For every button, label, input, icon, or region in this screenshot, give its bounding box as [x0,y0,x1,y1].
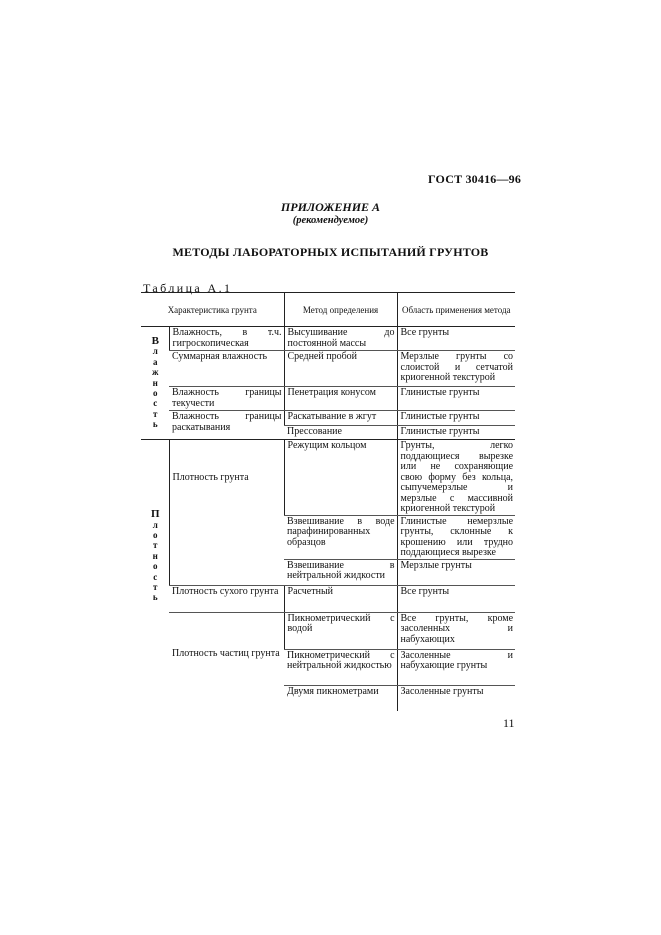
cell-method: Режущим кольцом [284,440,397,516]
cell-area: Грунты, легко поддающиеся вырезке или не сохраняющие свою форму без кольца, сыпучемерзлые и мерзлые с массивной криогенной текстурой [397,440,515,516]
vertical-letter: ь [152,419,158,430]
cell-area: Мерзлые грунты [397,559,515,585]
vertical-letter: о [153,561,158,572]
table-row [141,585,515,612]
vertical-letter: л [152,519,158,530]
table-row [141,612,515,649]
vertical-letter: В [151,335,159,347]
vertical-letter: л [152,346,158,357]
cell-area: Глинистые грунты [397,426,515,440]
cell-method: Высушивание до постоянной массы [284,327,397,351]
vertical-letter: с [153,571,158,582]
table-row [141,387,515,411]
cell-area: Засоленные грунты [397,685,515,711]
table-row [141,327,515,351]
cell-area: Засоленные и набухающие грунты [397,649,515,685]
table-row [141,411,515,426]
vertical-letter: ж [151,367,159,378]
cell-method: Прессование [284,426,397,440]
vertical-letter: н [152,377,158,388]
vertical-letter: т [153,408,158,419]
cell-characteristic: Плотность частиц грунта [172,647,280,659]
methods-table [141,292,515,711]
appendix-heading [0,200,661,226]
group-label-moisture [141,327,169,440]
cell-characteristic-text: Плотность грунта [172,471,249,483]
vertical-letter: о [153,529,158,540]
cell-area: Мерзлые грунты со слоистой и сетчатой криогенной текстурой [397,351,515,387]
header-area: Область применения метода [397,293,515,327]
vertical-letter: а [153,356,158,367]
appendix-title: ПРИЛОЖЕНИЕ А [280,200,381,214]
cell-characteristic: Влажность границы раскатывания [169,411,284,440]
appendix-note: (рекомендуемое) [292,215,369,226]
cell-area: Все грунты [397,327,515,351]
vertical-letter: с [153,398,158,409]
table-header-row [141,293,515,327]
group-label-moisture-text [144,328,167,430]
vertical-letter: ь [152,592,158,603]
cell-characteristic: Влажность границы текучести [169,387,284,411]
cell-area: Глинистые грунты [397,411,515,426]
cell-area: Глинистые грунты [397,387,515,411]
document-title: МЕТОДЫ ЛАБОРАТОРНЫХ ИСПЫТАНИЙ ГРУНТОВ [172,245,489,259]
table-label: Таблица А.1 [143,281,233,295]
group-label-density [141,440,169,712]
vertical-letter: т [153,582,158,593]
standard-number: ГОСТ 30416—96 [428,172,522,186]
page-number: 11 [503,716,515,730]
group-label-density-text [144,509,167,643]
table-row [141,351,515,387]
cell-characteristic: Плотность сухого грунта [169,585,284,612]
cell-method: Взвешивание в воде парафинированных образцов [284,515,397,559]
cell-characteristic: Суммарная влажность [169,351,284,387]
header-characteristic: Характеристика грунта [141,293,284,327]
cell-method: Раскатывание в жгут [284,411,397,426]
header-method: Метод определения [284,293,397,327]
vertical-letter: о [153,388,158,399]
cell-method: Пикнометрический с нейтральной жидкостью [284,649,397,685]
vertical-letter: т [153,540,158,551]
cell-method: Взвешивание в нейтральной жидкости [284,559,397,585]
cell-characteristic: Влажность, в т.ч. гигроскопическая [169,327,284,351]
cell-area: Все грунты [397,585,515,612]
table-row [141,440,515,516]
cell-method: Расчетный [284,585,397,612]
cell-method: Двумя пикнометрами [287,685,379,697]
cell-area: Все грунты, кроме засоленных и набухающих [397,612,515,649]
cell-method: Пенетрация конусом [284,387,397,411]
cell-method: Средней пробой [284,351,397,387]
cell-method: Пикнометрический с водой [284,612,397,649]
vertical-letter: П [150,508,160,521]
vertical-letter: н [152,550,158,561]
cell-area: Глинистые немерзлые грунты, склонные к крошению или трудно поддающиеся вырезке [397,515,515,559]
cell-characteristic [169,440,284,586]
